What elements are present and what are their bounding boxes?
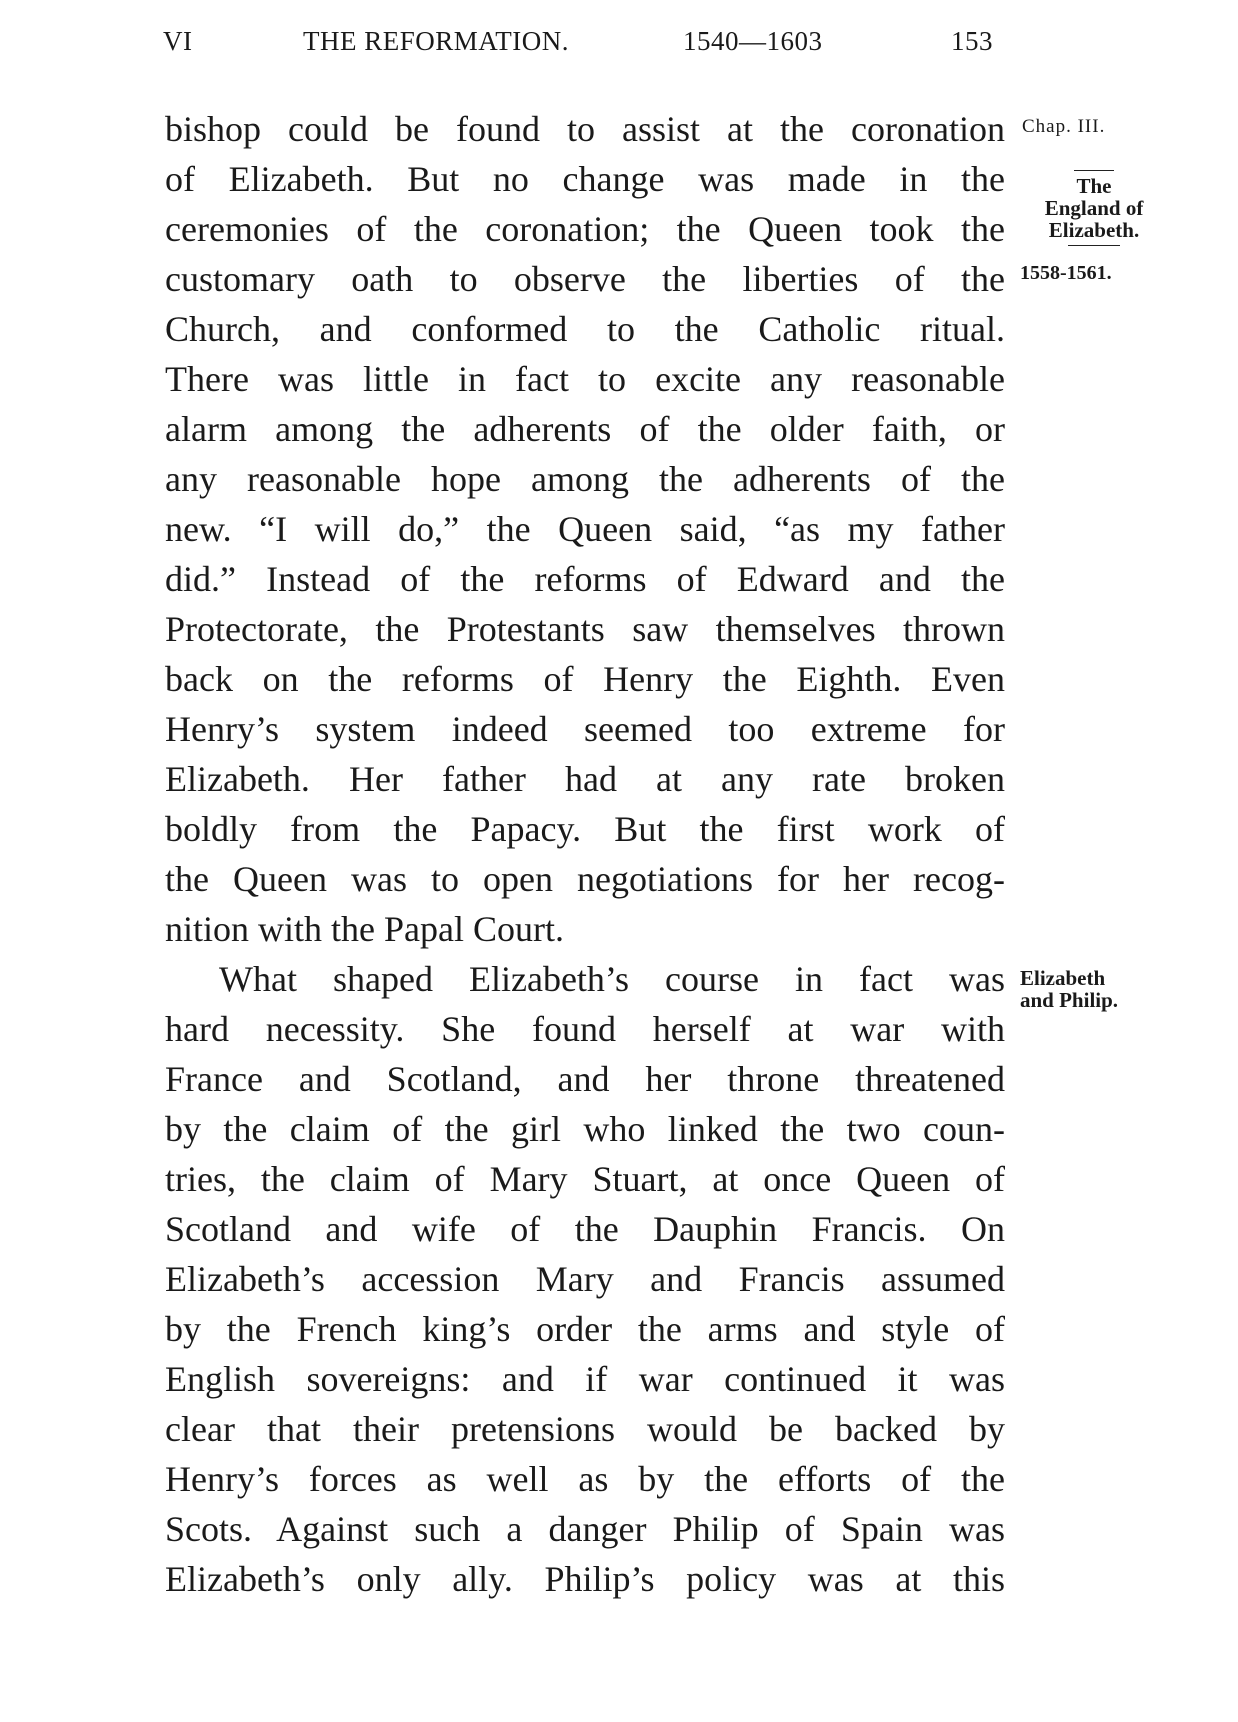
text-line: any reasonable hope among the adherents of the bbox=[165, 459, 1005, 499]
sidenote-chapter: Chap. III. bbox=[1022, 116, 1106, 137]
text-line: Church, and conformed to the Catholic ritual. bbox=[165, 309, 1005, 349]
running-title: THE REFORMATION. bbox=[303, 26, 570, 56]
text-line: did.” Instead of the reforms of Edward and the bbox=[165, 559, 1005, 599]
text-line: customary oath to observe the liberties of the bbox=[165, 259, 1005, 299]
text-line: What shaped Elizabeth’s course in fact was bbox=[219, 959, 1005, 999]
sidenote-line: and Philip. bbox=[1020, 988, 1119, 1012]
text-line: ceremonies of the coronation; the Queen took the bbox=[165, 209, 1005, 249]
text-line: bishop could be found to assist at the coronation bbox=[165, 109, 1005, 149]
sidenote-topic-line: Elizabeth. bbox=[1048, 218, 1140, 242]
main-text bbox=[165, 104, 1005, 1604]
text-line: Elizabeth. Her father had at any rate broken bbox=[165, 759, 1005, 799]
text-line: Elizabeth’s accession Mary and Francis assumed bbox=[165, 1259, 1005, 1299]
text-line: boldly from the Papacy. But the first work of bbox=[165, 809, 1005, 849]
text-line: Henry’s forces as well as by the efforts of the bbox=[165, 1459, 1005, 1499]
text-line: clear that their pretensions would be backed by bbox=[165, 1409, 1005, 1449]
text-line: nition with the Papal Court. bbox=[165, 909, 564, 949]
page-number: 153 bbox=[951, 26, 993, 56]
sidenote-rule bbox=[1068, 245, 1120, 246]
sidenote-topic-line: England of bbox=[1044, 196, 1144, 220]
text-line: of Elizabeth. But no change was made in the bbox=[165, 159, 1005, 199]
sidenote-topic-line: The bbox=[1076, 174, 1112, 198]
running-header bbox=[163, 26, 993, 66]
text-line: Scots. Against such a danger Philip of Spain was bbox=[165, 1509, 1005, 1549]
text-line: back on the reforms of Henry the Eighth. Even bbox=[165, 659, 1005, 699]
text-line: Scotland and wife of the Dauphin Francis. On bbox=[165, 1209, 1005, 1249]
text-line: Elizabeth’s only ally. Philip’s policy was at this bbox=[165, 1559, 1005, 1599]
text-line: tries, the claim of Mary Stuart, at once Queen of bbox=[165, 1159, 1005, 1199]
text-line: France and Scotland, and her throne threatened bbox=[165, 1059, 1005, 1099]
sidenote-years: 1558-1561. bbox=[1020, 262, 1112, 284]
sidenote-line: Elizabeth bbox=[1020, 966, 1106, 990]
text-line: by the claim of the girl who linked the two coun- bbox=[165, 1109, 1005, 1149]
sidenote-rule bbox=[1074, 170, 1114, 171]
text-line: by the French king’s order the arms and style of bbox=[165, 1309, 1005, 1349]
sidenote-topic bbox=[1020, 166, 1168, 250]
text-line: Protectorate, the Protestants saw themselves thrown bbox=[165, 609, 1005, 649]
text-line: alarm among the adherents of the older faith, or bbox=[165, 409, 1005, 449]
text-line: Henry’s system indeed seemed too extreme for bbox=[165, 709, 1005, 749]
sidenote-elizabeth-philip bbox=[1020, 967, 1168, 1011]
text-line: English sovereigns: and if war continued it was bbox=[165, 1359, 1005, 1399]
text-line: the Queen was to open negotiations for her recog- bbox=[165, 859, 1005, 899]
part-number: VI bbox=[163, 26, 193, 56]
running-years: 1540—1603 bbox=[683, 26, 823, 56]
text-line: There was little in fact to excite any reasonable bbox=[165, 359, 1005, 399]
text-line: new. “I will do,” the Queen said, “as my father bbox=[165, 509, 1005, 549]
text-line: hard necessity. She found herself at war with bbox=[165, 1009, 1005, 1049]
